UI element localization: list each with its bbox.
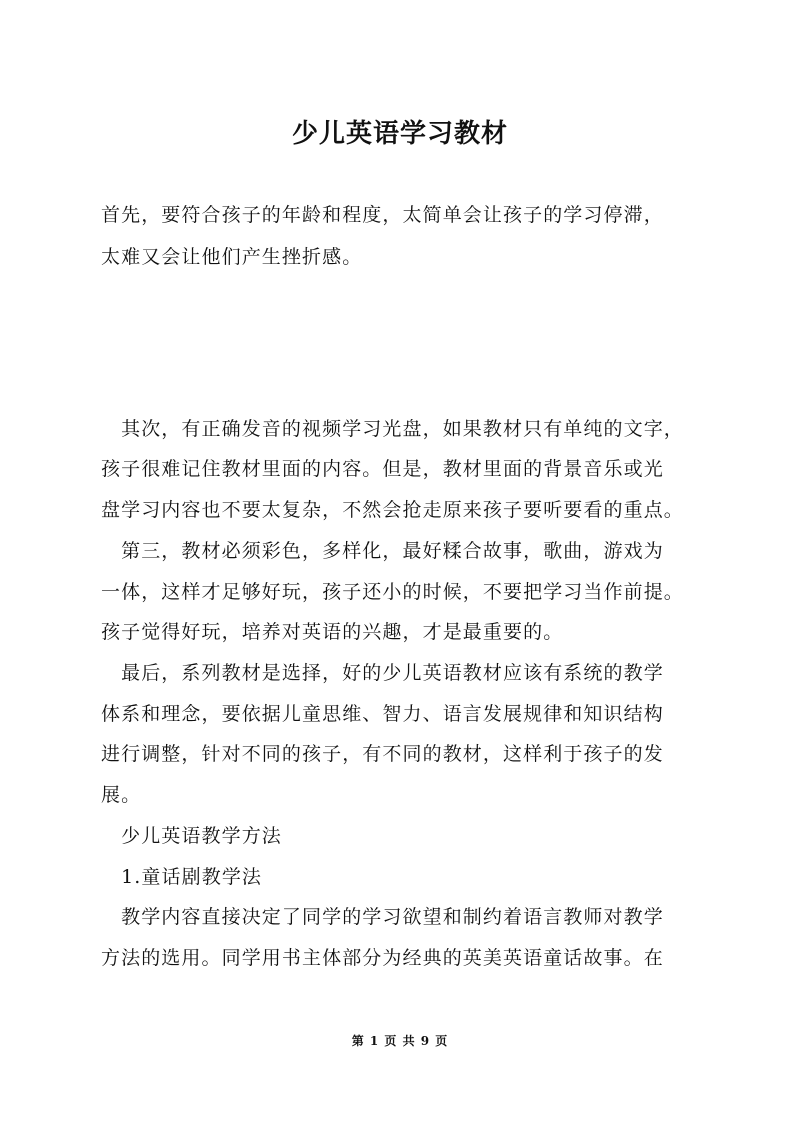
paragraph-line: 第三，教材必须彩色，多样化，最好糅合故事，歌曲，游戏为	[101, 540, 664, 562]
paragraph-line: 首先，要符合孩子的年龄和程度，太简单会让孩子的学习停滞，	[101, 204, 664, 226]
page-number-footer: 第 1 页 共 9 页	[351, 1034, 449, 1048]
paragraph-line: 进行调整，针对不同的孩子，有不同的教材，这样利于孩子的发	[101, 743, 664, 765]
document-title: 少儿英语学习教材	[291, 119, 508, 149]
section-heading: 少儿英语教学方法	[101, 825, 282, 847]
paragraph-line: 教学内容直接决定了同学的学习欲望和制约着语言教师对教学	[101, 906, 664, 928]
paragraph-line: 展。	[101, 784, 142, 806]
paragraph-line: 孩子很难记住教材里面的内容。但是，教材里面的背景音乐或光	[101, 458, 664, 480]
paragraph-line: 一体，这样才足够好玩，孩子还小的时候，不要把学习当作前提。	[101, 581, 684, 603]
paragraph-line: 体系和理念，要依据儿童思维、智力、语言发展规律和知识结构	[101, 703, 664, 725]
paragraph-line: 方法的选用。同学用书主体部分为经典的英美英语童话故事。在	[101, 947, 664, 969]
paragraph-line: 其次，有正确发音的视频学习光盘，如果教材只有单纯的文字，	[101, 418, 684, 440]
paragraph-line: 盘学习内容也不要太复杂，不然会抢走原来孩子要听要看的重点。	[101, 499, 684, 521]
subsection-heading: 1.童话剧教学法	[101, 866, 263, 888]
paragraph-line: 太难又会让他们产生挫折感。	[101, 246, 363, 268]
paragraph-line: 最后，系列教材是选择，好的少儿英语教材应该有系统的教学	[101, 662, 664, 684]
paragraph-line: 孩子觉得好玩，培养对英语的兴趣，才是最重要的。	[101, 621, 564, 643]
